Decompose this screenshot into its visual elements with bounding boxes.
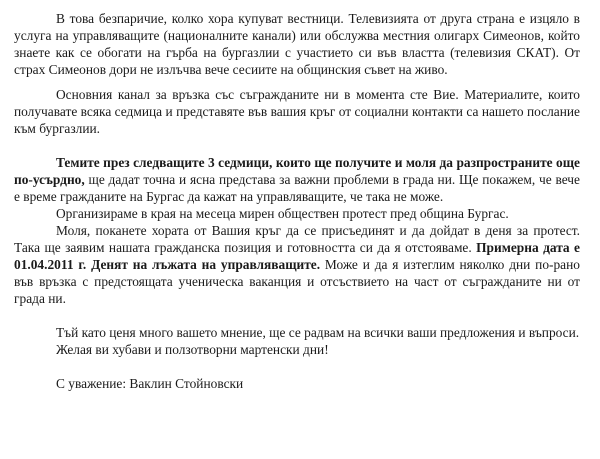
paragraph-invite <box>14 222 580 307</box>
paragraph-bold-date: Примерна дата е 01.04.2011 г. Денят на лъжата на управляващите. <box>14 240 580 272</box>
signature-text: С уважение: Ваклин Стойновски <box>56 376 244 391</box>
paragraph-bold-text: Темите през следващите 3 седмици, които ще получите и моля да разпространите още по-усърдно, <box>14 155 580 187</box>
paragraph-text: Тъй като ценя много вашето мнение, ще се радвам на всички ваши предложения и въпроси. <box>56 325 580 340</box>
paragraph-wishes <box>14 341 580 358</box>
paragraph-main-channel <box>14 86 580 137</box>
paragraph-text: В това безпаричие, колко хора купуват вестници. Телевизията от друга страна е изцяло в услуга на управляващите (националните канали) или обслужва местния олигарх Симеонов, който знаете как се обогати на гърба на бургазлии с участието си във властта (телевизия СКАТ). От страх Симеонов дори не излъчва вече сесиите на общинския съвет на живо. <box>14 11 580 77</box>
paragraph-newspapers-tv <box>14 10 580 78</box>
paragraph-text: Моля, поканете хората от Вашия кръг да се присъединят и да дойдат в деня за протест. Така ще заявим нашата гражданска позиция и готовността си да я отстояваме. <box>14 223 580 255</box>
paragraph-text: Желая ви хубави и ползотворни мартенски дни! <box>56 342 329 357</box>
paragraph-text: Основния канал за връзка със съгражданите ни в момента сте Вие. Материалите, които получавате всяка седмица и представяте във вашия кръг от социални контакти са нашето послание към бургазлии. <box>14 87 580 136</box>
signature-line <box>14 375 580 392</box>
paragraph-text: ще дадат точна и ясна представа за важни проблеми в града ни. Ще покажем, че вече е време гражданите на Бургас да кажат на управляващите, че така не може. <box>14 172 580 204</box>
paragraph-text: Може и да я изтеглим няколко дни по-рано във връзка с предстоящата ученическа ваканция и отсъствието на част от съгражданите ни от града ни. <box>14 257 580 306</box>
paragraph-opinion <box>14 324 580 341</box>
paragraph-text: Организираме в края на месеца мирен обществен протест пред община Бургас. <box>56 206 509 221</box>
paragraph-topics <box>14 154 580 205</box>
paragraph-protest <box>14 205 580 222</box>
